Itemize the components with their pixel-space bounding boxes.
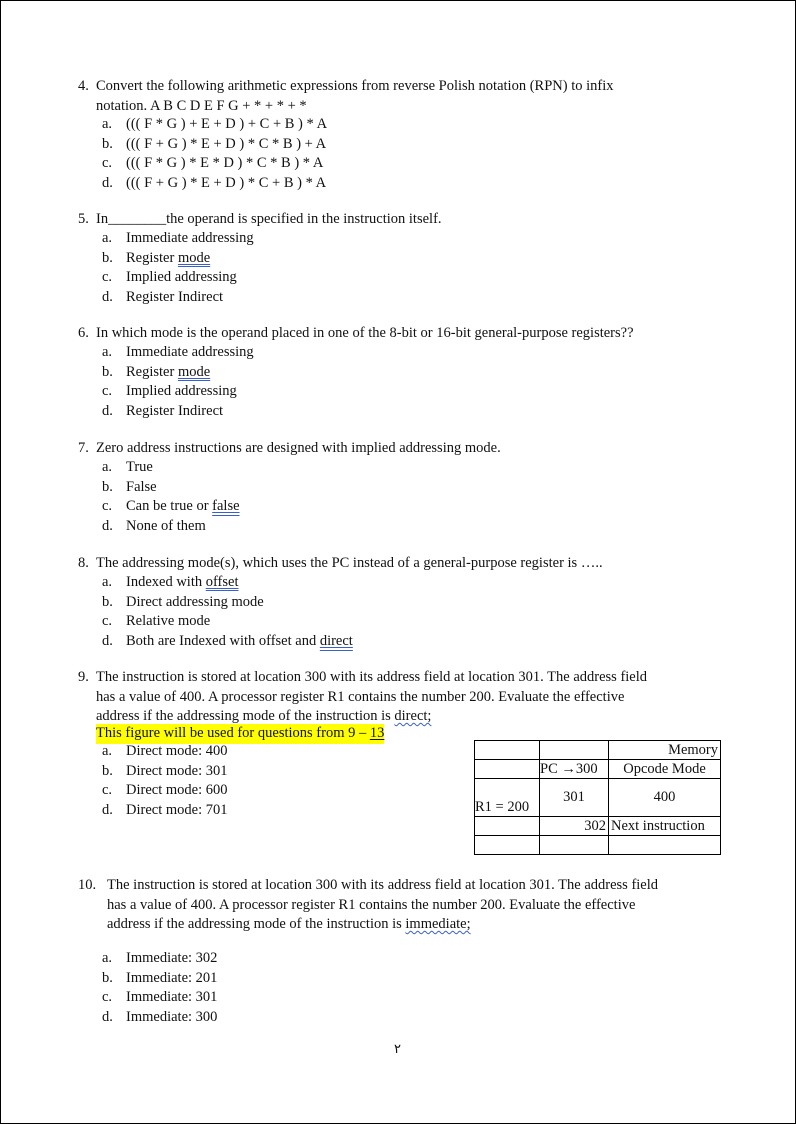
highlighted-note: This figure will be used for questions from 9 – 13	[96, 724, 384, 744]
exam-page: 4. Convert the following arithmetic expressions from reverse Polish notation (RPN) to infix notation. A B C D E F G + * + * + * a. ((( F * G ) + E + D ) + C + B ) * A b. ((( F + G ) * E + D ) * C * B ) + A c. ((( F * G ) * E * D ) * C * B ) * A d. ((( F + G ) * E + D ) * C + B ) * A 5. In________the operand is specified in the instruction itself. a. Immediate addressing b. Register mode c. Implied addressing d. Register Indirect 6. In which mode is the operand placed in one of the 8-bit or 16-bit general-purpose registers?? a. Immediate addressing b. Register mode c. Implied addressing d. Register Indirect 7. Zero address instructions are designed with implied addressing mode. a. True b. False c. Can be true or false d. None of them 8. The addressing mode(s), which uses the PC instead of a general-purpose register is ….. a. Indexed with offset b. Direct addressing mode c. Relative mode d. Both are Indexed with offset and direct 9. The instruction is stored at location 300 with its address field at location 301. The address field has a value of 400. A processor register R1 contains the number 200. Evaluate the effective address if the addressing mode of the instruction is direct; This figure will be used for questions from 9 – 13 a. Direct mode: 400 b. Direct mode: 301 c. Direct mode: 600 d. Direct mode: 701 Memory PC →300 Opcode Mode R1 = 200 301 400 302 Next instruction 10. The instruction is stored at location 300 with its address field at location 301. The address field has a value of 400. A processor register R1 contains the number 200. Evaluate the effective address if the addressing mode of the instruction is immediate; a. Immediate: 302 b. Immediate: 201 c. Immediate: 301 d. Immediate: 300 ٢	[0, 0, 796, 1124]
memory-table	[474, 740, 721, 855]
question-number: 6.	[78, 325, 89, 341]
spellcheck-mark: mode	[177, 363, 211, 380]
question-number: 4.	[78, 78, 89, 94]
spellcheck-mark: direct	[319, 633, 353, 650]
question-stem: The instruction is stored at location 300 with its address field at location 301. The address field has a value of 400. A processor register R1 contains the number 200. Evaluate the effective address if the addressing mode of the instruction is direct;	[96, 669, 648, 724]
question-number: 5.	[78, 211, 89, 227]
table-row	[475, 779, 721, 817]
table-row	[475, 817, 721, 836]
question-number: 7.	[78, 440, 89, 456]
address-301: 301	[540, 779, 609, 817]
value-400: 400	[609, 779, 721, 817]
spellcheck-mark: mode	[177, 249, 211, 266]
pc-label: PC →300	[540, 760, 609, 779]
table-row	[475, 760, 721, 779]
address-302: 302	[540, 817, 609, 836]
next-instruction: Next instruction	[609, 817, 721, 836]
grammar-mark: direct;	[394, 708, 432, 724]
spellcheck-mark: false	[212, 498, 240, 515]
question-number: 8.	[78, 555, 89, 571]
memory-header: Memory	[609, 741, 721, 760]
question-stem: The addressing mode(s), which uses the PC instead of a general-purpose register is …..	[96, 555, 603, 571]
table-row	[475, 836, 721, 855]
spellcheck-mark: offset	[205, 574, 239, 590]
question-stem: Convert the following arithmetic expressions from reverse Polish notation (RPN) to infix notation. A B C D E F G + * + * + *	[96, 78, 614, 114]
question-stem: Zero address instructions are designed with implied addressing mode.	[96, 440, 501, 456]
question-stem: In which mode is the operand placed in one of the 8-bit or 16-bit general-purpose registers??	[96, 325, 634, 341]
opcode-mode: Opcode Mode	[609, 760, 721, 779]
question-number: 9.	[78, 669, 89, 685]
table-row	[475, 741, 721, 760]
question-number: 10.	[78, 877, 97, 893]
page-number: ٢	[394, 1041, 401, 1056]
question-stem: The instruction is stored at location 300 with its address field at location 301. The address field has a value of 400. A processor register R1 contains the number 200. Evaluate the effective address if the addressing mode of the instruction is immediate;	[107, 877, 659, 932]
answer-blank: ________	[108, 211, 167, 227]
question-stem: In________the operand is specified in the instruction itself.	[96, 211, 442, 227]
grammar-mark: immediate;	[405, 916, 471, 932]
r1-label: R1 = 200	[475, 779, 540, 817]
